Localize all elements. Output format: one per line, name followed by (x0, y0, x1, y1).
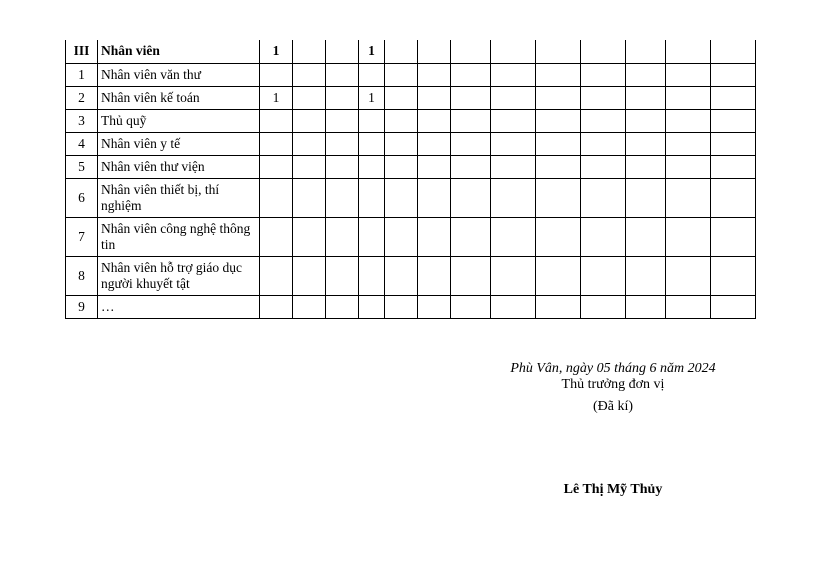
count-cell (711, 86, 756, 109)
count-cell (359, 217, 385, 256)
count-cell (536, 109, 581, 132)
count-cell (536, 256, 581, 295)
count-cell (666, 155, 711, 178)
table-row (66, 155, 756, 178)
count-cell (385, 155, 418, 178)
count-cell (451, 217, 491, 256)
count-cell (418, 217, 451, 256)
count-cell (711, 109, 756, 132)
count-cell (326, 86, 359, 109)
count-cell (711, 256, 756, 295)
count-cell (451, 256, 491, 295)
signature-title: Thủ trưởng đơn vị (561, 377, 665, 392)
count-cell (359, 63, 385, 86)
count-cell (418, 295, 451, 318)
count-cell (711, 155, 756, 178)
count-cell (666, 295, 711, 318)
row-number-cell: 6 (66, 178, 98, 217)
row-number-cell: 7 (66, 217, 98, 256)
count-cell (326, 40, 359, 63)
count-cell (359, 178, 385, 217)
count-cell (326, 155, 359, 178)
table-row (66, 86, 756, 109)
count-cell (626, 178, 666, 217)
count-cell (491, 217, 536, 256)
count-cell (666, 86, 711, 109)
count-cell (451, 132, 491, 155)
position-name-cell: Nhân viên thư viện (98, 155, 260, 178)
count-cell (293, 109, 326, 132)
position-name-cell: … (98, 295, 260, 318)
position-name-cell: Nhân viên hỗ trợ giáo dục người khuyết tật (98, 256, 260, 295)
count-cell (536, 178, 581, 217)
count-cell (359, 295, 385, 318)
count-cell (536, 40, 581, 63)
count-cell (626, 63, 666, 86)
count-cell (326, 178, 359, 217)
count-cell (581, 86, 626, 109)
count-cell (451, 109, 491, 132)
count-cell (451, 295, 491, 318)
count-cell (536, 217, 581, 256)
count-cell (711, 178, 756, 217)
count-cell (666, 109, 711, 132)
signer-name: Lê Thị Mỹ Thủy (563, 482, 663, 497)
row-number-cell: 5 (66, 155, 98, 178)
count-cell (581, 63, 626, 86)
count-cell (326, 295, 359, 318)
position-name-cell: Thủ quỹ (98, 109, 260, 132)
count-cell (451, 86, 491, 109)
count-cell (666, 217, 711, 256)
count-cell (626, 217, 666, 256)
signature-date-line: Phù Vân, ngày 05 tháng 6 năm 2024 (510, 361, 716, 376)
count-cell (536, 63, 581, 86)
table-row (66, 132, 756, 155)
count-cell (418, 40, 451, 63)
count-cell (418, 86, 451, 109)
row-number-cell: 3 (66, 109, 98, 132)
count-cell (491, 40, 536, 63)
count-cell (581, 132, 626, 155)
count-cell (711, 40, 756, 63)
count-cell (260, 178, 293, 217)
count-cell (626, 155, 666, 178)
count-cell (293, 217, 326, 256)
count-cell (293, 178, 326, 217)
table-row (66, 109, 756, 132)
count-cell (418, 109, 451, 132)
count-cell (385, 256, 418, 295)
count-cell (491, 109, 536, 132)
count-cell (451, 178, 491, 217)
position-name-cell: Nhân viên thiết bị, thí nghiệm (98, 178, 260, 217)
count-cell (359, 109, 385, 132)
count-cell (385, 109, 418, 132)
position-name-cell: Nhân viên y tế (98, 132, 260, 155)
count-cell (260, 155, 293, 178)
count-cell (581, 155, 626, 178)
count-cell (326, 217, 359, 256)
row-number-cell: 4 (66, 132, 98, 155)
row-number-cell: 8 (66, 256, 98, 295)
count-cell: 1 (260, 40, 293, 63)
count-cell (293, 63, 326, 86)
count-cell: 1 (359, 86, 385, 109)
table-row (66, 217, 756, 256)
count-cell (260, 295, 293, 318)
count-cell (385, 217, 418, 256)
position-name-cell: Nhân viên văn thư (98, 63, 260, 86)
count-cell (491, 86, 536, 109)
count-cell (451, 63, 491, 86)
table-row (66, 63, 756, 86)
count-cell (260, 109, 293, 132)
count-cell (451, 155, 491, 178)
count-cell (326, 256, 359, 295)
count-cell (536, 295, 581, 318)
count-cell (711, 63, 756, 86)
count-cell (385, 40, 418, 63)
count-cell (581, 295, 626, 318)
count-cell (491, 63, 536, 86)
count-cell (260, 63, 293, 86)
count-cell (536, 86, 581, 109)
count-cell (260, 256, 293, 295)
count-cell (491, 132, 536, 155)
count-cell (581, 40, 626, 63)
count-cell: 1 (260, 86, 293, 109)
count-cell: 1 (359, 40, 385, 63)
count-cell (326, 132, 359, 155)
count-cell (581, 217, 626, 256)
count-cell (666, 63, 711, 86)
count-cell (293, 256, 326, 295)
count-cell (385, 63, 418, 86)
count-cell (626, 109, 666, 132)
count-cell (326, 109, 359, 132)
staff-table (65, 40, 756, 319)
count-cell (491, 178, 536, 217)
count-cell (418, 63, 451, 86)
row-number-cell: 2 (66, 86, 98, 109)
count-cell (418, 178, 451, 217)
count-cell (385, 295, 418, 318)
count-cell (418, 132, 451, 155)
position-name-cell: Nhân viên (98, 40, 260, 63)
count-cell (260, 217, 293, 256)
count-cell (293, 40, 326, 63)
count-cell (626, 86, 666, 109)
table-row (66, 256, 756, 295)
count-cell (626, 132, 666, 155)
count-cell (385, 178, 418, 217)
count-cell (260, 132, 293, 155)
count-cell (581, 178, 626, 217)
count-cell (293, 295, 326, 318)
position-name-cell: Nhân viên kế toán (98, 86, 260, 109)
count-cell (626, 40, 666, 63)
count-cell (666, 256, 711, 295)
count-cell (666, 40, 711, 63)
count-cell (359, 155, 385, 178)
count-cell (711, 295, 756, 318)
count-cell (359, 132, 385, 155)
position-name-cell: Nhân viên công nghệ thông tin (98, 217, 260, 256)
count-cell (293, 132, 326, 155)
count-cell (491, 256, 536, 295)
count-cell (711, 217, 756, 256)
count-cell (293, 86, 326, 109)
row-number-cell: 9 (66, 295, 98, 318)
count-cell (536, 155, 581, 178)
row-number-cell: 1 (66, 63, 98, 86)
table-row (66, 295, 756, 318)
row-number-cell: III (66, 40, 98, 63)
count-cell (581, 109, 626, 132)
count-cell (491, 155, 536, 178)
count-cell (418, 155, 451, 178)
count-cell (385, 86, 418, 109)
count-cell (326, 63, 359, 86)
count-cell (626, 256, 666, 295)
count-cell (491, 295, 536, 318)
count-cell (385, 132, 418, 155)
table-row (66, 178, 756, 217)
signature-status: (Đã kí) (592, 399, 634, 414)
count-cell (666, 132, 711, 155)
count-cell (359, 256, 385, 295)
count-cell (293, 155, 326, 178)
count-cell (711, 132, 756, 155)
table-row (66, 40, 756, 63)
count-cell (418, 256, 451, 295)
count-cell (626, 295, 666, 318)
count-cell (581, 256, 626, 295)
count-cell (666, 178, 711, 217)
count-cell (536, 132, 581, 155)
count-cell (451, 40, 491, 63)
